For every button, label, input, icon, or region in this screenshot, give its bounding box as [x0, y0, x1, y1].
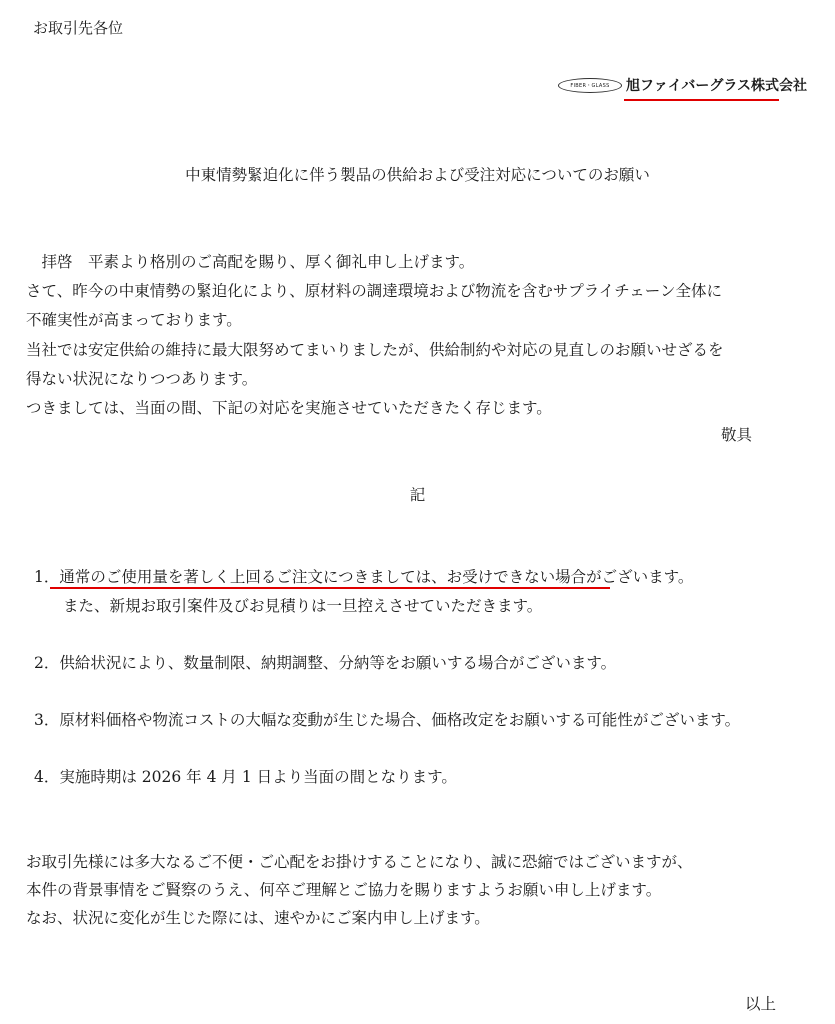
ijo-closing: 以上	[745, 995, 777, 1013]
intro-line: 不確実性が高まっております。	[26, 311, 242, 329]
company-name	[626, 75, 807, 95]
closing-line: お取引先様には多大なるご不便・ご心配をお掛けすることになり、誠に恐縮ではございますが、	[26, 853, 693, 871]
closing-line: なお、状況に変化が生じた際には、速やかにご案内申し上げます。	[26, 909, 490, 927]
list-item-text: 実施時期は 2026 年 4 月 1 日より当面の間となります。	[59, 768, 457, 786]
intro-line: 得ない状況になりつつあります。	[26, 370, 258, 388]
company-name-text: 旭ファイバーグラス株式会社	[625, 78, 807, 94]
list-item-3	[34, 708, 740, 730]
list-item-2	[34, 651, 616, 673]
list-item-number: 4．	[34, 768, 60, 786]
list-item-text: 供給状況により、数量制限、納期調整、分納等をお願いする場合がございます。	[59, 654, 617, 672]
company-name-underline	[624, 99, 779, 101]
logo-text: FIBER・GLASS	[570, 82, 610, 89]
closing-kigu: 敬具	[721, 426, 753, 444]
ki-heading: 記	[409, 486, 426, 504]
item1-underline	[50, 587, 610, 589]
list-item-4	[34, 765, 457, 787]
intro-line: さて、昨今の中東情勢の緊迫化により、原材料の調達環境および物流を含むサプライチェーン全体に	[26, 282, 722, 300]
list-item-text: 通常のご使用量を著しく上回るご注文につきましては、お受けできない場合がございます。	[59, 568, 694, 586]
list-item-number: 2．	[34, 654, 60, 672]
intro-line: 当社では安定供給の維持に最大限努めてまいりましたが、供給制約や対応の見直しのお願いせざるを	[26, 341, 724, 359]
list-item-1	[34, 565, 693, 587]
document-title: 中東情勢緊迫化に伴う製品の供給および受注対応についてのお願い	[185, 166, 650, 184]
company-logo	[558, 78, 622, 93]
intro-line: 拝啓 平素より格別のご高配を賜り、厚く御礼申し上げます。	[26, 253, 475, 271]
company-header	[558, 75, 807, 95]
list-item-1-sub: また、新規お取引案件及びお見積りは一旦控えさせていただきます。	[63, 597, 543, 615]
list-item-number: 3．	[34, 711, 60, 729]
list-item-number: 1．	[34, 568, 60, 586]
addressee: お取引先各位	[33, 19, 124, 37]
intro-line: つきましては、当面の間、下記の対応を実施させていただきたく存じます。	[26, 399, 552, 417]
closing-line: 本件の背景事情をご賢察のうえ、何卒ご理解とご協力を賜りますようお願い申し上げます。	[26, 881, 662, 899]
list-item-text: 原材料価格や物流コストの大幅な変動が生じた場合、価格改定をお願いする可能性がございます。	[59, 711, 741, 729]
